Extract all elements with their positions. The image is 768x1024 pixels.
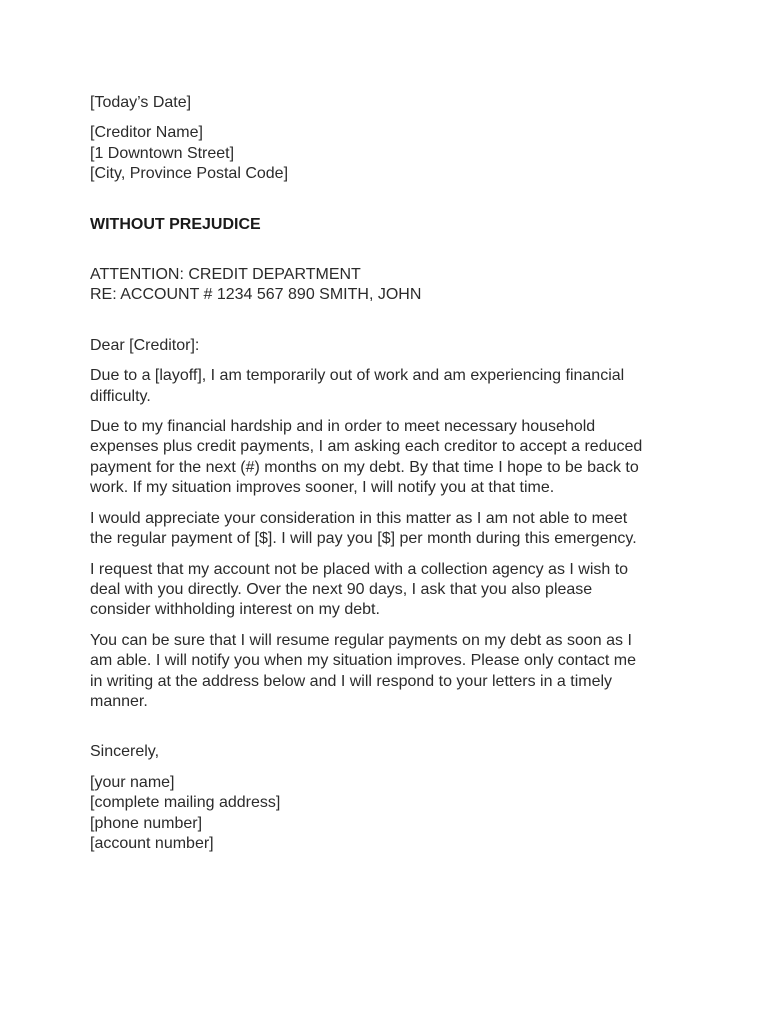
recipient-city: [City, Province Postal Code] <box>90 165 289 183</box>
paragraph-line: Due to a [layoff], I am temporarily out of work and am experiencing financial <box>90 367 625 385</box>
letter-date: [Today’s Date] <box>90 94 192 111</box>
paragraph-line: am able. I will notify you when my situation improves. Please only contact me <box>90 652 637 670</box>
salutation: Dear [Creditor]: <box>90 336 200 354</box>
paragraph-line: the regular payment of [$]. I will pay you [$] per month during this emergency. <box>90 530 637 548</box>
closing: Sincerely, <box>90 743 160 761</box>
signature-address: [complete mailing address] <box>90 794 281 812</box>
re-line: RE: ACCOUNT # 1234 567 890 SMITH, JOHN <box>90 286 422 304</box>
recipient-block <box>90 123 690 184</box>
paragraph-line: I would appreciate your consideration in this matter as I am not able to meet <box>90 509 628 527</box>
paragraph-line: You can be sure that I will resume regular payments on my debt as soon as I <box>90 631 632 649</box>
without-prejudice-heading: WITHOUT PREJUDICE <box>90 215 261 233</box>
recipient-name: [Creditor Name] <box>90 124 203 142</box>
signature-block <box>90 773 690 855</box>
attention-line: ATTENTION: CREDIT DEPARTMENT <box>90 266 361 284</box>
body-paragraph-1 <box>90 366 690 407</box>
paragraph-line: expenses plus credit payments, I am asking each creditor to accept a reduced <box>90 438 643 456</box>
body-paragraph-2 <box>90 417 690 499</box>
paragraph-line: payment for the next (#) months on my debt. By that time I hope to be back to <box>90 458 639 476</box>
body-paragraph-3 <box>90 509 690 550</box>
paragraph-line: work. If my situation improves sooner, I will notify you at that time. <box>90 479 555 497</box>
paragraph-line: deal with you directly. Over the next 90 days, I ask that you also please <box>90 580 593 598</box>
body-paragraph-4 <box>90 560 690 621</box>
letter-page <box>90 93 690 854</box>
signature-account: [account number] <box>90 834 214 852</box>
paragraph-line: consider withholding interest on my debt. <box>90 601 380 619</box>
signature-phone: [phone number] <box>90 814 203 832</box>
paragraph-line: manner. <box>90 692 148 710</box>
paragraph-line: I request that my account not be placed with a collection agency as I wish to <box>90 560 629 578</box>
body-paragraph-5 <box>90 631 690 713</box>
paragraph-line: Due to my financial hardship and in order to meet necessary household <box>90 418 596 436</box>
recipient-street: [1 Downtown Street] <box>90 144 235 162</box>
signature-name: [your name] <box>90 773 175 791</box>
paragraph-line: in writing at the address below and I will respond to your letters in a timely <box>90 672 613 690</box>
paragraph-line: difficulty. <box>90 387 151 405</box>
subject-block <box>90 265 690 306</box>
